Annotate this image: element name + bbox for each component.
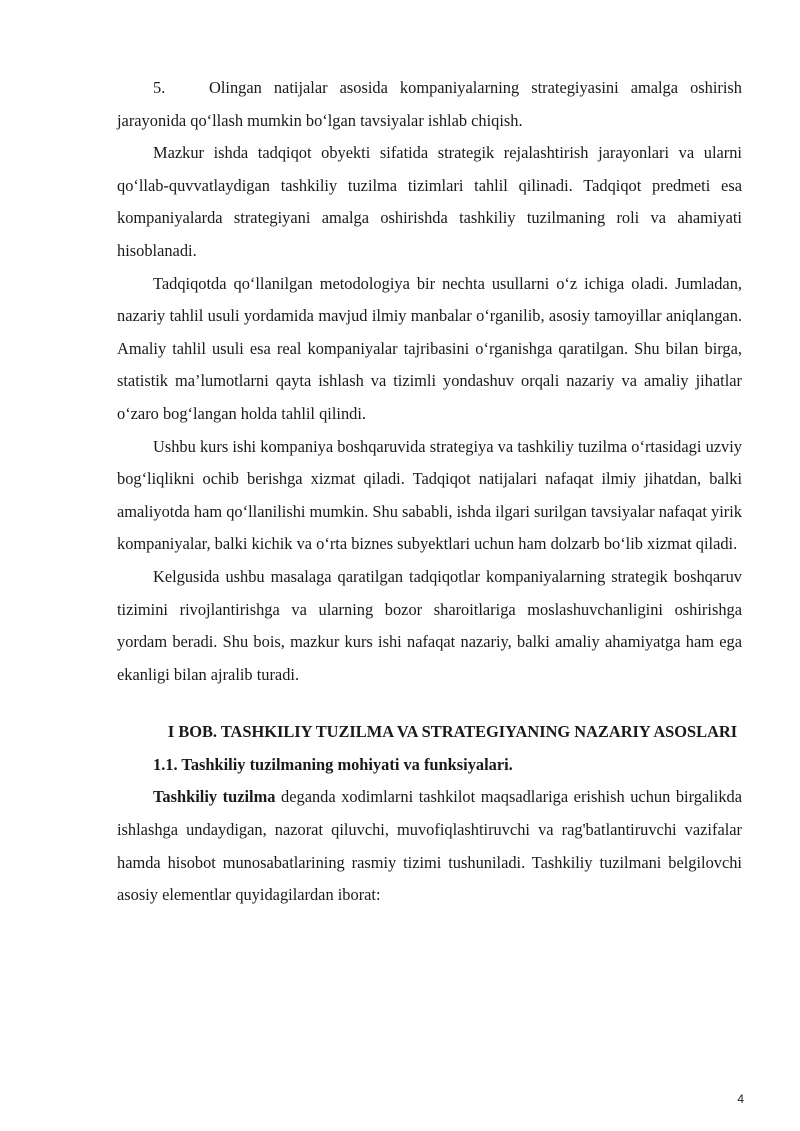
document-page — [117, 72, 742, 912]
numbered-item — [117, 72, 742, 137]
section-heading: 1.1. Tashkiliy tuzilmaning mohiyati va funksiyalari. — [153, 754, 513, 774]
definition-term: Tashkiliy tuzilma — [153, 787, 276, 807]
paragraph-methodology: Tadqiqotda qo‘llanilgan metodologiya bir nechta usullarni o‘z ichiga oladi. Jumladan, nazariy tahlil usuli yordamida mavjud ilmiy manbalar o‘rganilib, asosiy tamoyillar aniqlangan. Amaliy tahlil usuli esa real kompaniyalar tajribasini o‘rganishga qaratilgan. Shu bilan birga, statistik ma’lumotlarni qayta ishlash va tizimli yondashuv orqali nazariy va amaliy jihatlar o‘zaro bog‘langan holda tahlil qilindi. — [117, 273, 742, 423]
definition-text: deganda xodimlarni tashkilot maqsadlariga erishish uchun birgalikda ishlashga undaydigan, nazorat qiluvchi, muvofiqlashtiruvchi va rag'batlantiruvchi vazifalar hamda hisobot munosabatlarining rasmiy tizimi tushuniladi. Tashkiliy tuzilmani belgilovchi asosiy elementlar quyidagilardan iborat: — [117, 787, 742, 905]
chapter-heading: I BOB. TASHKILIY TUZILMA VA STRATEGIYANING NAZARIY ASOSLARI — [167, 722, 738, 742]
item-number: 5. — [153, 78, 166, 97]
paragraph-definition — [117, 781, 742, 911]
paragraph-significance: Ushbu kurs ishi kompaniya boshqaruvida strategiya va tashkiliy tuzilma o‘rtasidagi uzviy bog‘liqlikni ochib berishga xizmat qiladi. Tadqiqot natijalari nafaqat ilmiy jihatdan, balki amaliyotda ham qo‘llanilishi mumkin. Shu sababli, ishda ilgari surilgan tavsiyalar nafaqat yirik kompaniyalar, balki kichik va o‘rta biznes subyektlari uchun ham dolzarb bo‘lib xizmat qiladi. — [117, 436, 742, 554]
page-number: 4 — [737, 1092, 744, 1106]
item-text: Olingan natijalar asosida kompaniyalarning strategiyasini amalga oshirish jarayonida qo‘llash mumkin bo‘lgan tavsiyalar ishlab chiqish. — [117, 78, 742, 130]
paragraph-research-object: Mazkur ishda tadqiqot obyekti sifatida strategik rejalashtirish jarayonlari va ularni qo‘llab-quvvatlaydigan tashkiliy tuzilma tizimlari tahlil qilinadi. Tadqiqot predmeti esa kompaniyalarda strategiyani amalga oshirishda tashkiliy tuzilmaning roli va ahamiyati hisoblanadi. — [117, 143, 742, 260]
paragraph-future-research: Kelgusida ushbu masalaga qaratilgan tadqiqotlar kompaniyalarning strategik boshqaruv tizimini rivojlantirishga va ularning bozor sharoitlariga moslashuvchanligini oshirishga yordam beradi. Shu bois, mazkur kurs ishi nafaqat nazariy, balki amaliy ahamiyatga ham ega ekanligi bilan ajralib turadi. — [117, 566, 742, 684]
